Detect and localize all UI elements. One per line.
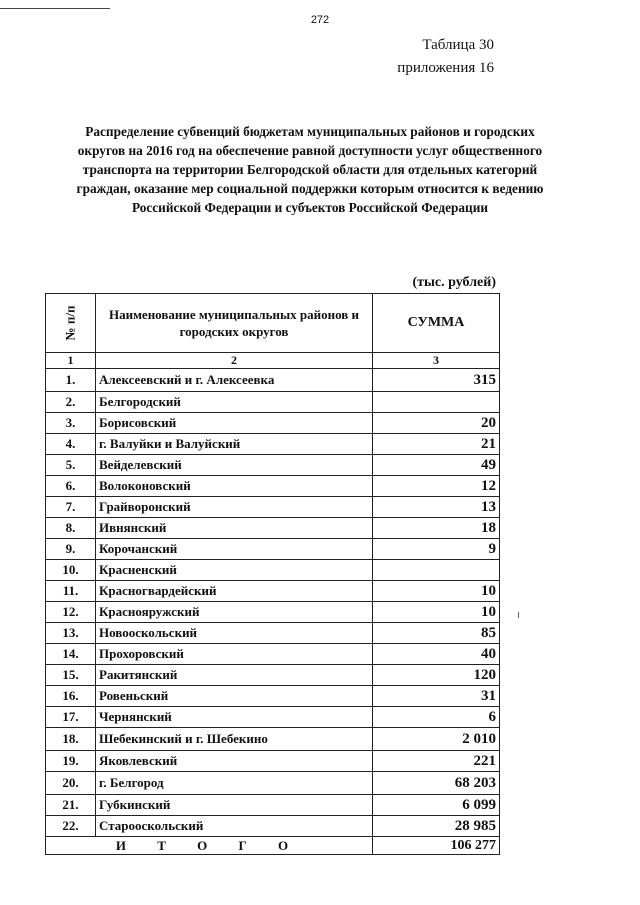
row-number: 9.	[46, 539, 96, 560]
column-number: 1	[46, 353, 96, 369]
row-sum: 21	[373, 434, 500, 455]
row-sum: 18	[373, 518, 500, 539]
row-name: Красногвардейский	[96, 581, 373, 602]
row-sum: 221	[373, 751, 500, 772]
row-sum: 315	[373, 369, 500, 392]
row-number: 6.	[46, 476, 96, 497]
table-row	[46, 518, 500, 539]
row-name: Прохоровский	[96, 644, 373, 665]
row-sum: 2 010	[373, 728, 500, 751]
row-number: 13.	[46, 623, 96, 644]
row-sum	[373, 392, 500, 413]
table-row	[46, 392, 500, 413]
row-sum: 6 099	[373, 795, 500, 816]
row-name: Вейделевский	[96, 455, 373, 476]
table-row	[46, 644, 500, 665]
total-sum: 106 277	[373, 837, 500, 855]
row-number: 1.	[46, 369, 96, 392]
table-row	[46, 665, 500, 686]
appendix-label: приложения 16	[397, 60, 494, 76]
row-sum: 10	[373, 581, 500, 602]
table-row	[46, 560, 500, 581]
row-sum	[373, 560, 500, 581]
subvention-table	[45, 293, 500, 855]
row-number: 8.	[46, 518, 96, 539]
row-number: 22.	[46, 816, 96, 837]
table-row	[46, 413, 500, 434]
row-name: Губкинский	[96, 795, 373, 816]
table-row	[46, 707, 500, 728]
row-number: 19.	[46, 751, 96, 772]
row-sum: 9	[373, 539, 500, 560]
row-name: г. Белгород	[96, 772, 373, 795]
row-number: 18.	[46, 728, 96, 751]
margin-mark	[518, 612, 519, 618]
table-row	[46, 686, 500, 707]
row-sum: 12	[373, 476, 500, 497]
row-number: 14.	[46, 644, 96, 665]
header-name: Наименование муниципальных районов и городских округов	[96, 294, 373, 353]
row-name: Краснояружский	[96, 602, 373, 623]
row-number: 2.	[46, 392, 96, 413]
row-name: Волоконовский	[96, 476, 373, 497]
row-name: Борисовский	[96, 413, 373, 434]
row-sum: 10	[373, 602, 500, 623]
top-rule	[0, 8, 110, 9]
row-sum: 13	[373, 497, 500, 518]
document-title: Распределение субвенций бюджетам муниципальных районов и городских округов на 2016 год на обеспечение равной доступности услуг общественного транспорта на территории Белгородской области для отдельных категорий граждан, оказание мер социальной поддержки которым относится к ведению Российской Федерации и субъектов Российской Федерации	[76, 124, 544, 215]
row-number: 5.	[46, 455, 96, 476]
page-number: 272	[310, 14, 330, 26]
row-number: 10.	[46, 560, 96, 581]
row-sum: 85	[373, 623, 500, 644]
table-header-row	[46, 294, 500, 353]
row-number: 7.	[46, 497, 96, 518]
row-sum: 49	[373, 455, 500, 476]
table-row	[46, 602, 500, 623]
table-row	[46, 455, 500, 476]
row-number: 21.	[46, 795, 96, 816]
row-name: Яковлевский	[96, 751, 373, 772]
row-name: Старооскольский	[96, 816, 373, 837]
row-number: 4.	[46, 434, 96, 455]
table-row	[46, 772, 500, 795]
row-name: Ивнянский	[96, 518, 373, 539]
table-row	[46, 581, 500, 602]
table-row	[46, 476, 500, 497]
row-name: Чернянский	[96, 707, 373, 728]
row-sum: 68 203	[373, 772, 500, 795]
row-name: Ровеньский	[96, 686, 373, 707]
header-num-cell	[46, 294, 96, 353]
row-number: 11.	[46, 581, 96, 602]
row-sum: 6	[373, 707, 500, 728]
units-label: (тыс. рублей)	[412, 275, 496, 290]
table-row	[46, 751, 500, 772]
row-number: 20.	[46, 772, 96, 795]
column-number: 3	[373, 353, 500, 369]
row-name: Алексеевский и г. Алексеевка	[96, 369, 373, 392]
row-name: Новооскольский	[96, 623, 373, 644]
row-name: Грайворонский	[96, 497, 373, 518]
table-row	[46, 434, 500, 455]
table-row	[46, 497, 500, 518]
column-number: 2	[96, 353, 373, 369]
column-number-row	[46, 353, 500, 369]
row-number: 17.	[46, 707, 96, 728]
row-name: Белгородский	[96, 392, 373, 413]
table-row	[46, 816, 500, 837]
row-sum: 120	[373, 665, 500, 686]
table-row	[46, 369, 500, 392]
row-name: г. Валуйки и Валуйский	[96, 434, 373, 455]
total-row	[46, 837, 500, 855]
header-sum: СУММА	[373, 294, 500, 353]
row-name: Шебекинский и г. Шебекино	[96, 728, 373, 751]
total-label: И Т О Г О	[46, 837, 373, 855]
table-row	[46, 539, 500, 560]
row-number: 15.	[46, 665, 96, 686]
table-row	[46, 795, 500, 816]
row-name: Красненский	[96, 560, 373, 581]
row-sum: 28 985	[373, 816, 500, 837]
table-label: Таблица 30	[422, 37, 494, 53]
row-number: 12.	[46, 602, 96, 623]
row-sum: 31	[373, 686, 500, 707]
table-row	[46, 623, 500, 644]
row-name: Корочанский	[96, 539, 373, 560]
row-number: 16.	[46, 686, 96, 707]
header-num: № п/п	[62, 305, 78, 341]
row-sum: 40	[373, 644, 500, 665]
table-reference	[397, 34, 494, 80]
table-row	[46, 728, 500, 751]
row-name: Ракитянский	[96, 665, 373, 686]
row-sum: 20	[373, 413, 500, 434]
row-number: 3.	[46, 413, 96, 434]
